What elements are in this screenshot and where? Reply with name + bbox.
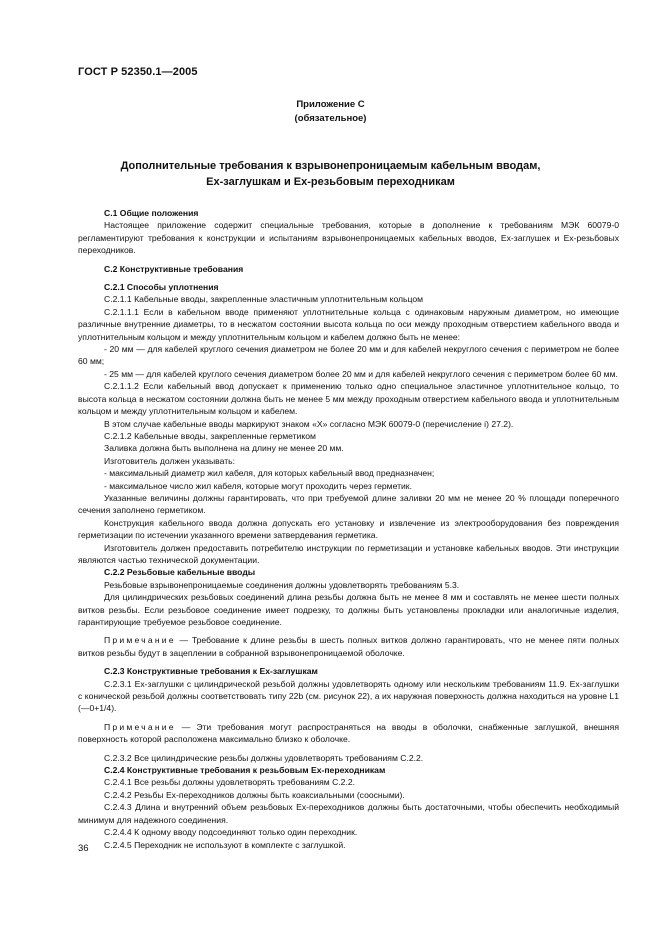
paragraph: В этом случае кабельные вводы маркируют знаком «Х» согласно МЭК 60079-0 (перечисление і) 27.2). xyxy=(104,418,514,429)
appendix-label: Приложение С xyxy=(296,99,365,110)
clause-c2-4-3: С.2.4.3 Длина и внутренний объем резьбовых Ех-переходников должны быть достаточными, чтобы обеспечить необходимый минимум для надежного соединения. xyxy=(78,802,619,825)
list-item: - 20 мм — для кабелей круглого сечения диаметром не более 20 мм и для кабелей некруглого сечения с периметром не более 60 мм; xyxy=(78,344,619,367)
paragraph: Изготовитель должен предоставить потребителю инструкции по герметизации и установке кабельных вводов. Эти инструкции являются частью технической документации. xyxy=(78,542,619,565)
document-body xyxy=(78,207,619,851)
list-item: - 25 мм — для кабелей круглого сечения диаметром более 20 мм и для кабелей некруглого сечения с периметром более 60 мм. xyxy=(104,368,618,379)
clause-c2-1-1: С.2.1.1 Кабельные вводы, закрепленные эластичным уплотнительным кольцом xyxy=(104,294,424,305)
list-item: - максимальный диаметр жил кабеля, для которых кабельный ввод предназначен; xyxy=(104,468,435,479)
note-label: Примечание xyxy=(104,721,176,732)
paragraph: Резьбовые взрывонепроницаемые соединения должны удовлетворять требованиям 5.3. xyxy=(104,579,460,590)
clause-c2-4-1: С.2.4.1 Все резьбы должны удовлетворять требованиям С.2.2. xyxy=(104,777,356,788)
note xyxy=(78,634,619,659)
page-number: 36 xyxy=(78,843,89,854)
section-heading-c2: С.2 Конструктивные требования xyxy=(104,263,244,274)
appendix-status: (обязательное) xyxy=(294,113,367,124)
clause-c2-3-1: С.2.3.1 Ех-заглушки с цилиндрической резьбой должны удовлетворять одному или нескольким требованиям 11.9. Ех-заглушки с конической резьбой должны соответствовать типу 22b (см. рисунок 22), а их наружная поверхность должна находиться на уровне L1 (—0+1/4). xyxy=(78,678,619,714)
clause-c2-1-2: С.2.1.2 Кабельные вводы, закрепленные герметиком xyxy=(104,430,316,441)
clause-c2-1-1-2: С.2.1.1.2 Если кабельный ввод допускает к применению только одно специальное эластичное уплотнительное кольцо, то высота кольца в несжатом состоянии должна быть не менее 5 мм между проходным отверстием кабельного ввода и уплотнительным кольцом и между уплотнительным кольцом и кабелем. xyxy=(78,381,619,417)
paragraph: Настоящее приложение содержит специальные требования, которые в дополнение к требованиям МЭК 60079-0 регламентируют требования к конструкции и испытаниям взрывонепроницаемых кабельных вводов, Ех-заглушек и Ех-резьбовых переходников. xyxy=(78,220,619,256)
note-label: Примечание xyxy=(104,635,176,646)
document-header: ГОСТ Р 52350.1—2005 xyxy=(78,66,198,78)
appendix-title-line-2: Ех-заглушкам и Ех-резьбовым переходникам xyxy=(206,176,455,188)
section-heading-c2-4: С.2.4 Конструктивные требования к резьбовым Ех-переходникам xyxy=(104,765,386,776)
paragraph: Изготовитель должен указывать: xyxy=(104,455,236,466)
note xyxy=(78,721,619,746)
clause-c2-3-2: С.2.3.2 Все цилиндрические резьбы должны удовлетворять требованиям С.2.2. xyxy=(104,752,424,763)
appendix-title-line-1: Дополнительные требования к взрывонепроницаемым кабельным вводам, xyxy=(120,160,541,172)
paragraph: Конструкция кабельного ввода должна допускать его установку и извлечение из электрооборудования без повреждения герметизации по истечении указанного времени затвердевания герметика. xyxy=(78,517,619,541)
clause-c2-4-5: С.2.4.5 Переходник не используют в комплекте с заглушкой. xyxy=(104,839,346,850)
paragraph: Заливка должна быть выполнена на длину не менее 20 мм. xyxy=(104,443,344,454)
clause-c2-4-2: С.2.4.2 Резьбы Ех-переходников должны быть коаксиальными (соосными). xyxy=(104,789,405,800)
paragraph: Указанные величины должны гарантировать, что при требуемой длине заливки 20 мм не менее 20 % площади поперечного сечения заполнено герметиком. xyxy=(78,492,619,516)
clause-c2-1-1-1: С.2.1.1.1 Если в кабельном вводе применяют уплотнительные кольца с одинаковым наружным диаметром, но имеющие различные внутренние диаметры, то в несжатом состоянии высота кольца по оси между проходным отверстием кабельного ввода и уплотнительным кольцом и между уплотнительным кольцом и кабелем должно быть не менее: xyxy=(78,306,619,342)
section-heading-c2-3: С.2.3 Конструктивные требования к Ех-заглушкам xyxy=(104,666,318,677)
section-heading-c1: С.1 Общие положения xyxy=(104,208,199,218)
note-text: — Эти требования могут распространяться на вводы в оболочки, снабженные заглушкой, внешняя поверхность которой расположена максимально близко к оболочке. xyxy=(78,721,619,745)
paragraph: Для цилиндрических резьбовых соединений длина резьбы должна быть не менее 8 мм и составлять не менее шести полных витков резьбы. Если резьбовое соединение имеет подрезку, то должны быть установлены прокладки или аналогичные изделия, гарантирующие требуемое резьбовое соединение. xyxy=(78,592,619,627)
note-text: — Требование к длине резьбы в шесть полных витков должно гарантировать, что не менее пяти полных витков резьбы будут в зацеплении в собранной взрывонепроницаемой оболочке. xyxy=(78,635,619,658)
clause-c2-4-4: С.2.4.4 К одному вводу подсоединяют только один переходник. xyxy=(104,827,358,838)
section-heading-c2-1: С.2.1 Способы уплотнения xyxy=(104,282,219,293)
list-item: - максимальное число жил кабеля, которые могут проходить через герметик. xyxy=(104,480,412,491)
section-heading-c2-2: С.2.2 Резьбовые кабельные вводы xyxy=(104,567,256,578)
